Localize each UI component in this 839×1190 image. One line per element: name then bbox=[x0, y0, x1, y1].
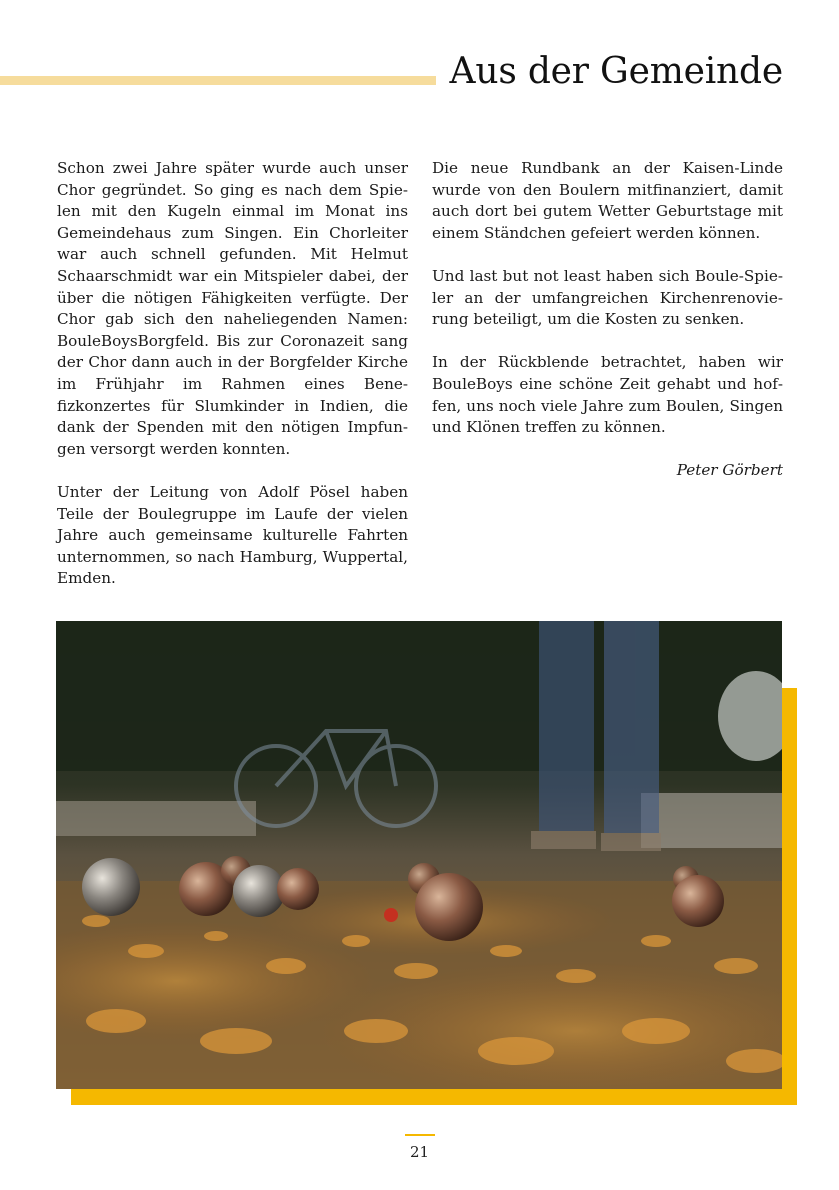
paragraph-renovation: Und last but not least haben sich Boule-Spieler an der umfangreichen Kirchenrenovierung beteiligt, um die Kosten zu senken. bbox=[432, 266, 783, 329]
paragraph-choir: Schon zwei Jahre später wurde auch unser Chor gegründet. So ging es nach dem Spielen mit den Kugeln einmal im Monat ins Gemeindehaus zum Singen. Ein Chorleiter war auch schnell gefunden. Mit Helmut Schaarschmidt war ein Mitspieler dabei, der über die nötigen Fähigkeiten verfügte. Der Chor gab sich den naheliegenden Namen: BouleBoysBorgfeld. Bis zur Coronazeit sang der Chor dann auch in der Borgfelder Kirche im Frühjahr im Rahmen eines Benefizkonzertes für Slumkinder in Indien, die dank der Spenden mit den nötigen Impfungen versorgt werden konnten. bbox=[57, 159, 408, 458]
page-number: 21 bbox=[409, 1143, 430, 1161]
header-accent-bar bbox=[0, 76, 436, 85]
boule-photo bbox=[56, 621, 782, 1089]
page-title: Aus der Gemeinde bbox=[449, 51, 783, 92]
paragraph-bench: Die neue Rundbank an der Kaisen-Linde wurde von den Boulern mitfinanziert, damit auch dort bei gutem Wetter Geburtstage mit einem Ständchen gefeiert werden können. bbox=[432, 159, 783, 242]
paragraph-retrospective: In der Rückblende betrachtet, haben wir BouleBoys eine schöne Zeit gehabt und hoffen, uns noch viele Jahre zum Boulen, Singen und Klönen treffen zu können. bbox=[432, 353, 783, 437]
article-left-column bbox=[57, 158, 408, 611]
paragraph-trips: Unter der Leitung von Adolf Pösel haben Teile der Boulegruppe im Laufe der vielen Jahre auch gemeinsame kulturelle Fahrten unternommen, so nach Hamburg, Wuppertal, Emden. bbox=[57, 482, 408, 588]
boule-photo-illustration bbox=[56, 621, 782, 1089]
author-signature: Peter Görbert bbox=[676, 461, 783, 480]
article-right-column bbox=[432, 158, 783, 504]
page-number-rule bbox=[405, 1134, 435, 1136]
